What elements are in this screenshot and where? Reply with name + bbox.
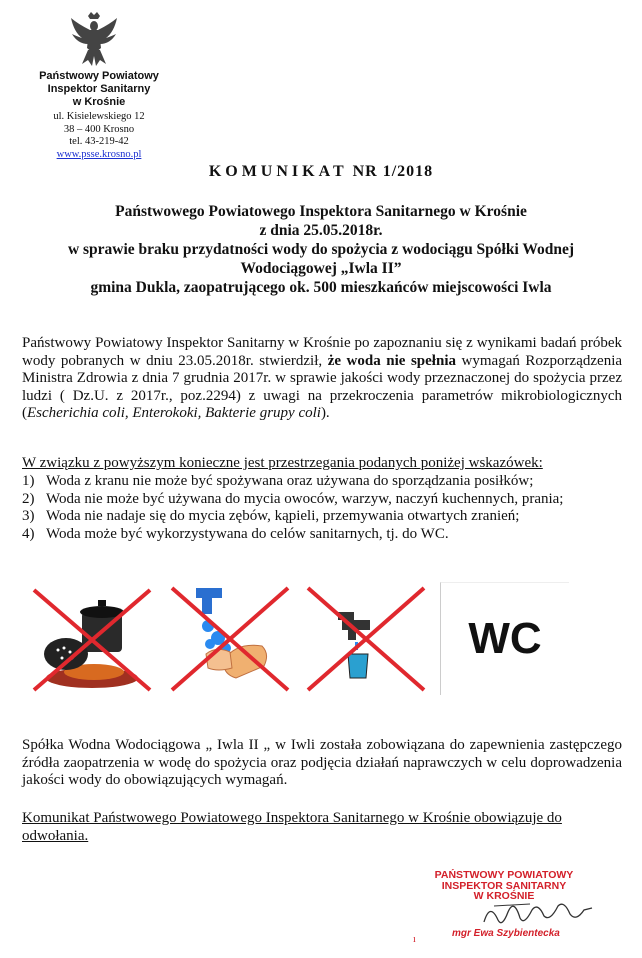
document-heading: Państwowego Powiatowego Inspektora Sanitarnego w Krośnie z dnia 25.05.2018r. w sprawie braku przydatności wody do spożycia z wodociągu Spółki Wodnej Wodociągowej „Iwla II” gmina Dukla, zaopatrującego ok. 500 mieszkańców miejscowości Iwla xyxy=(67,203,575,296)
website-link[interactable]: www.psse.krosno.pl xyxy=(56,148,142,160)
signatory-name: mgr Ewa Szybientecka xyxy=(452,928,560,939)
document-title: KOMUNIKAT NR 1/2018 xyxy=(208,163,434,180)
stamp-mark: ı xyxy=(413,934,416,945)
paragraph-findings: Państwowy Powiatowy Inspektor Sanitarny w Krośnie po zapoznaniu się z wynikami badań próbek wody pobranych w dniu 23.05.2018r. stwierdził, że woda nie spełnia wymagań Rozporządzenia Ministra Zdrowia z dnia 7 grudnia 2017r. w sprawie jakości wody przeznaczonej do spożycia przez ludzi ( Dz.U. z 2017r., poz.2294) z uwagi na przekroczenia parametrów mikrobiologicznych (Escherichia coli, Enterokoki, Bakterie grupy coli). xyxy=(22,335,623,421)
list-item: 1) Woda z kranu nie może być spożywana oraz używana do sporządzania posiłków; xyxy=(22,473,534,489)
list-item: 4) Woda może być wykorzystywana do celów sanitarnych, tj. do WC. xyxy=(22,525,449,542)
paragraph-actions: Spółka Wodna Wodociągowa „ Iwla II „ w Iwli została zobowiązana do zapewnienia zastępczego źródła zaopatrzenia w wodę do spożycia oraz podjęcia działań naprawczych w celu doprowadzenia jakości wody do obowiązujących wymagań. xyxy=(22,737,622,788)
no-cooking-icon xyxy=(28,582,156,694)
guidelines-heading: W związku z powyższym konieczne jest przestrzegania podanych poniżej wskazówek: xyxy=(22,455,543,471)
list-item: 2) Woda nie może być używana do mycia owoców, warzyw, naczyń kuchennych, prania; xyxy=(22,490,564,507)
no-drinking-icon xyxy=(302,582,430,694)
eagle-emblem-icon xyxy=(68,10,120,68)
wc-sign: WC xyxy=(440,582,569,695)
no-handwashing-icon xyxy=(166,582,294,694)
guidelines-list xyxy=(22,473,622,543)
institution-address: ul. Kisielewskiego 12 38 – 400 Krosno tel. 43-219-42 www.psse.krosno.pl xyxy=(53,111,145,160)
handwritten-signature xyxy=(480,892,600,932)
list-item: 3) Woda nie nadaje się do mycia zębów, kąpieli, przemywania otwartych zranień; xyxy=(22,508,520,524)
institution-name: Państwowy Powiatowy Inspektor Sanitarny w Krośnie xyxy=(39,70,159,108)
paragraph-validity: Komunikat Państwowego Powiatowego Inspektora Sanitarnego w Krośnie obowiązuje do odwołania. xyxy=(22,810,562,844)
official-stamp: PAŃSTWOWY POWIATOWY INSPEKTOR SANITARNY W KROŚNIE xyxy=(434,869,574,902)
